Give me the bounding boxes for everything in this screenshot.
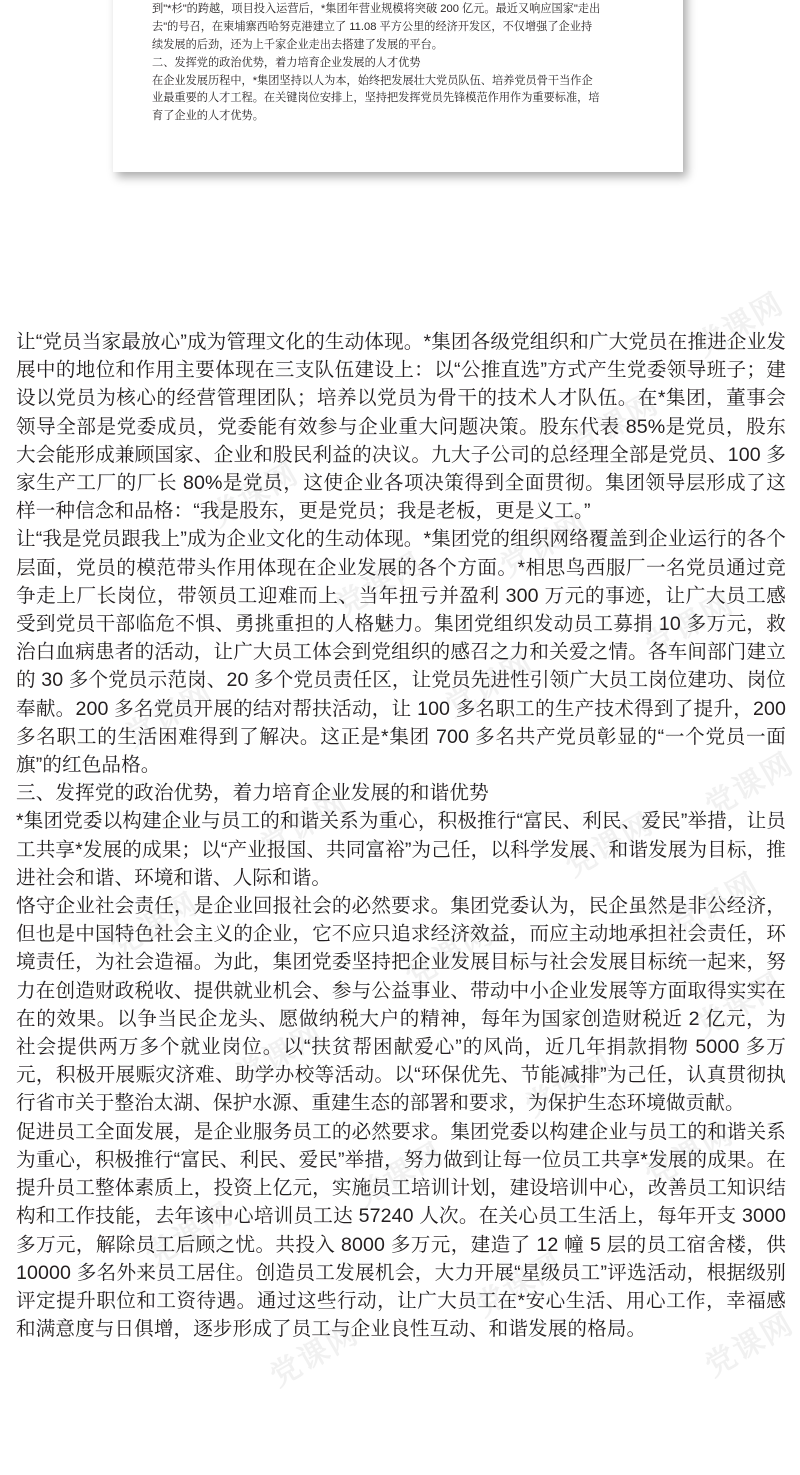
body-paragraph: 促进员工全面发展，是企业服务员工的必然要求。集团党委以构建企业与员工的和谐关系为重心，积极推行“富民、利民、爱民”举措，努力做到让每一位员工共享*发展的成果。在提升员工整体素质上，投资上亿元，实施员工培训计划，建设培训中心，改善员工知识结构和工作技能，去年该中心培训员工达 57240 人次。在关心员工生活上，每年开支 3000 多万元，解除员工后顾之忧。共投入 8000 多万元，建造了 12 幢 5 层的员工宿舍楼，供 10000 多名外来员工居住。创造员工发展机会，大力开展“星级员工”评选活动，根据级别评定提升职位和工资待遇。通过这些行动，让广大员工在*安心生活、用心工作，幸福感和满意度与日俱增，逐步形成了员工与企业良性互动、和谐发展的格局。 xyxy=(16,1120,786,1341)
watermark-text: 党课网 xyxy=(519,1046,620,1124)
body-paragraph: *集团党委以构建企业与员工的和谐关系为重心，积极推行“富民、利民、爱民”举措，让员工共享*发展的成果；以“产业报国、共同富裕”为己任，以科学发展、和谐发展为目标，推进社会和谐、环境和谐、人际和谐。 xyxy=(16,810,786,889)
watermark-text: 党课网 xyxy=(329,546,430,624)
preview-card-line: 到"*杉"的跨越，项目投入运营后，*集团年营业规模将突破 200 亿元。最近又响应国家"走出 xyxy=(152,3,601,16)
watermark-text: 党课网 xyxy=(559,806,660,884)
watermark-text: 党课网 xyxy=(639,586,740,664)
watermark-text: 党课网 xyxy=(254,786,355,864)
watermark-text: 党课网 xyxy=(439,646,540,724)
watermark-text: 党课网 xyxy=(349,1136,450,1214)
watermark-text: 党课网 xyxy=(104,886,205,964)
watermark-text: 党课网 xyxy=(139,1196,240,1274)
watermark-text: 党课网 xyxy=(689,286,790,364)
watermark-text: 党课网 xyxy=(204,456,305,534)
watermark-text: 党课网 xyxy=(699,746,800,824)
preview-card-line: 在企业发展历程中，*集团坚持以人为本，始终把发展壮大党员队伍、培养党员骨干当作企 xyxy=(152,74,593,87)
body-paragraph: 让“我是党员跟我上”成为企业文化的生动体现。*集团党的组织网络覆盖到企业运行的各个层面，党员的模范带头作用体现在企业发展的各个方面。*相思鸟西服厂一名党员通过竞争走上厂长岗位，带领员工迎难而上、当年扭亏并盈利 300 万元的事迹，让广大员工感受到党员干部临危不惧、勇挑重担的人格魅力。集团党组织发动员工募捐 10 多万元，救治白血病患者的活动，让广大员工体会到党组织的感召之力和关爱之情。各车间部门建立的 30 多个党员示范岗、20 多个党员责任区，让党员先进性引领广大员工岗位建功、岗位奉献。200 多名党员开展的结对帮扶活动，让 100 多名职工的生产技术得到了提升，200 多名职工的生活困难得到了解决。这正是*集团 700 多名共产党员彰显的“一个党员一面旗”的红色品格。 xyxy=(16,528,786,777)
preview-card-line: 业最重要的人才工程。在关键岗位安排上，坚持把发挥党员先锋模范作用作为重要标准，培 xyxy=(152,92,600,105)
watermark-text: 党课网 xyxy=(689,966,790,1044)
watermark-text: 党课网 xyxy=(564,386,665,464)
watermark-text: 党课网 xyxy=(399,916,500,994)
watermark-text: 党课网 xyxy=(229,1016,330,1094)
watermark-text: 党课网 xyxy=(494,506,595,584)
body-paragraph: 恪守企业社会责任，是企业回报社会的必然要求。集团党委认为，民企虽然是非公经济，但也是中国特色社会主义的企业，它不应只追求经济效益，而应主动地承担社会责任，环境责任，为社会造福。为此，集团党委坚持把企业发展目标与社会发展目标统一起来，努力在创造财政税收、提供就业机会、参与公益事业、带动中小企业发展等方面取得实实在在的效果。以争当民企龙头、愿做纳税大户的精神，每年为国家创造财税近 2 亿元，为社会提供两万多个就业岗位。以“扶贫帮困献爱心”的风尚，近几年捐款捐物 5000 多万元，积极开展赈灾济难、助学办校等活动。以“环保优先、节能减排”为己任，认真贯彻执行省市关于整治太湖、保护水源、重建生态的部署和要求，为保护生态环境做贡献。 xyxy=(16,895,786,1115)
watermark-text: 党课网 xyxy=(119,676,220,754)
document-preview-card-content xyxy=(113,0,683,126)
preview-card-line: 去"的号召，在柬埔寨西哈努克港建立了 11.08 平方公里的经济开发区，不仅增强了企业持 xyxy=(152,21,593,34)
preview-card-line: 二、发挥党的政治优势，着力培育企业发展的人才优势 xyxy=(152,56,421,69)
section-heading: 三、发挥党的政治优势，着力培育企业发展的和谐优势 xyxy=(16,782,489,805)
body-paragraph: 让“党员当家最放心”成为管理文化的生动体现。*集团各级党组织和广大党员在推进企业发展中的地位和作用主要体现在三支队伍建设上：以“公推直选”方式产生党委领导班子；建设以党员为核心的经营管理团队；培养以党员为骨干的技术人才队伍。在*集团，董事会领导全部是党委成员，党委能有效参与企业重大问题决策。股东代表 85%是党员，股东大会能形成兼顾国家、企业和股民利益的决议。九大子公司的总经理全部是党员、100 多家生产工厂的厂长 80%是党员，这使企业各项决策得到全面贯彻。集团领导层形成了这样一种信念和品格：“我是股东，更是党员；我是老板，更是义工。” xyxy=(16,331,786,523)
watermark-text: 党课网 xyxy=(639,1116,740,1194)
preview-card-line: 育了企业的人才优势。 xyxy=(152,110,264,123)
watermark-text: 党课网 xyxy=(469,1246,570,1324)
preview-card-line: 续发展的后劲，还为上千家企业走出去搭建了发展的平台。 xyxy=(152,38,443,51)
watermark-text: 党课网 xyxy=(699,1306,800,1384)
watermark-text: 党课网 xyxy=(664,866,765,944)
document-preview-card xyxy=(113,0,683,172)
watermark-text: 党课网 xyxy=(264,1316,365,1394)
